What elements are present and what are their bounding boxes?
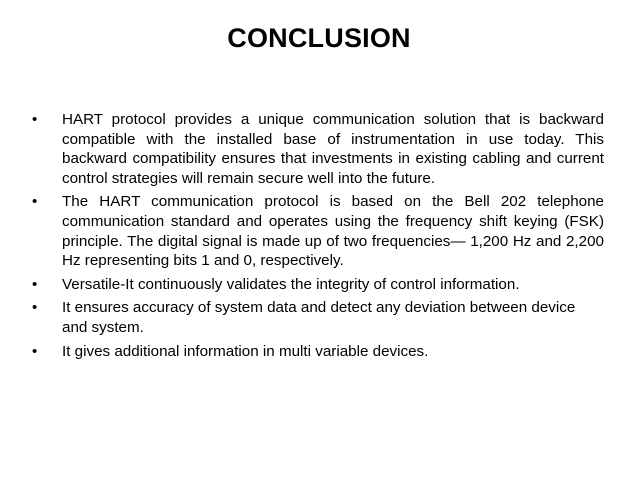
bullet-icon: •	[32, 299, 38, 317]
slide-title: CONCLUSION	[227, 23, 411, 53]
bullet-item	[28, 275, 604, 295]
bullet-text: The HART communication protocol is based on the Bell 202 telephone communication standard and operates using the frequency shift keying (FSK) principle. The digital signal is made up of two frequencies— 1,200 Hz and 2,200 Hz representing bits 1 and 0, respectively.	[62, 193, 604, 270]
bullet-list	[28, 110, 604, 365]
bullet-icon: •	[32, 275, 38, 293]
bullet-text: It ensures accuracy of system data and detect any deviation between device and system.	[62, 299, 576, 336]
bullet-icon: •	[32, 111, 38, 128]
bullet-item	[28, 110, 604, 188]
bullet-item	[28, 192, 604, 270]
bullet-icon: •	[32, 342, 38, 360]
bullet-item	[28, 298, 604, 337]
bullet-text: Versatile-It continuously validates the integrity of control information.	[62, 275, 520, 293]
bullet-text: It gives additional information in multi variable devices.	[62, 342, 429, 360]
bullet-item	[28, 342, 604, 362]
bullet-icon: •	[32, 193, 38, 211]
bullet-text: HART protocol provides a unique communication solution that is backward compatible with the installed base of instrumentation in use today. This backward compatibility ensures that investments in existing cabling and current control strategies will remain secure well into the future.	[62, 111, 604, 187]
